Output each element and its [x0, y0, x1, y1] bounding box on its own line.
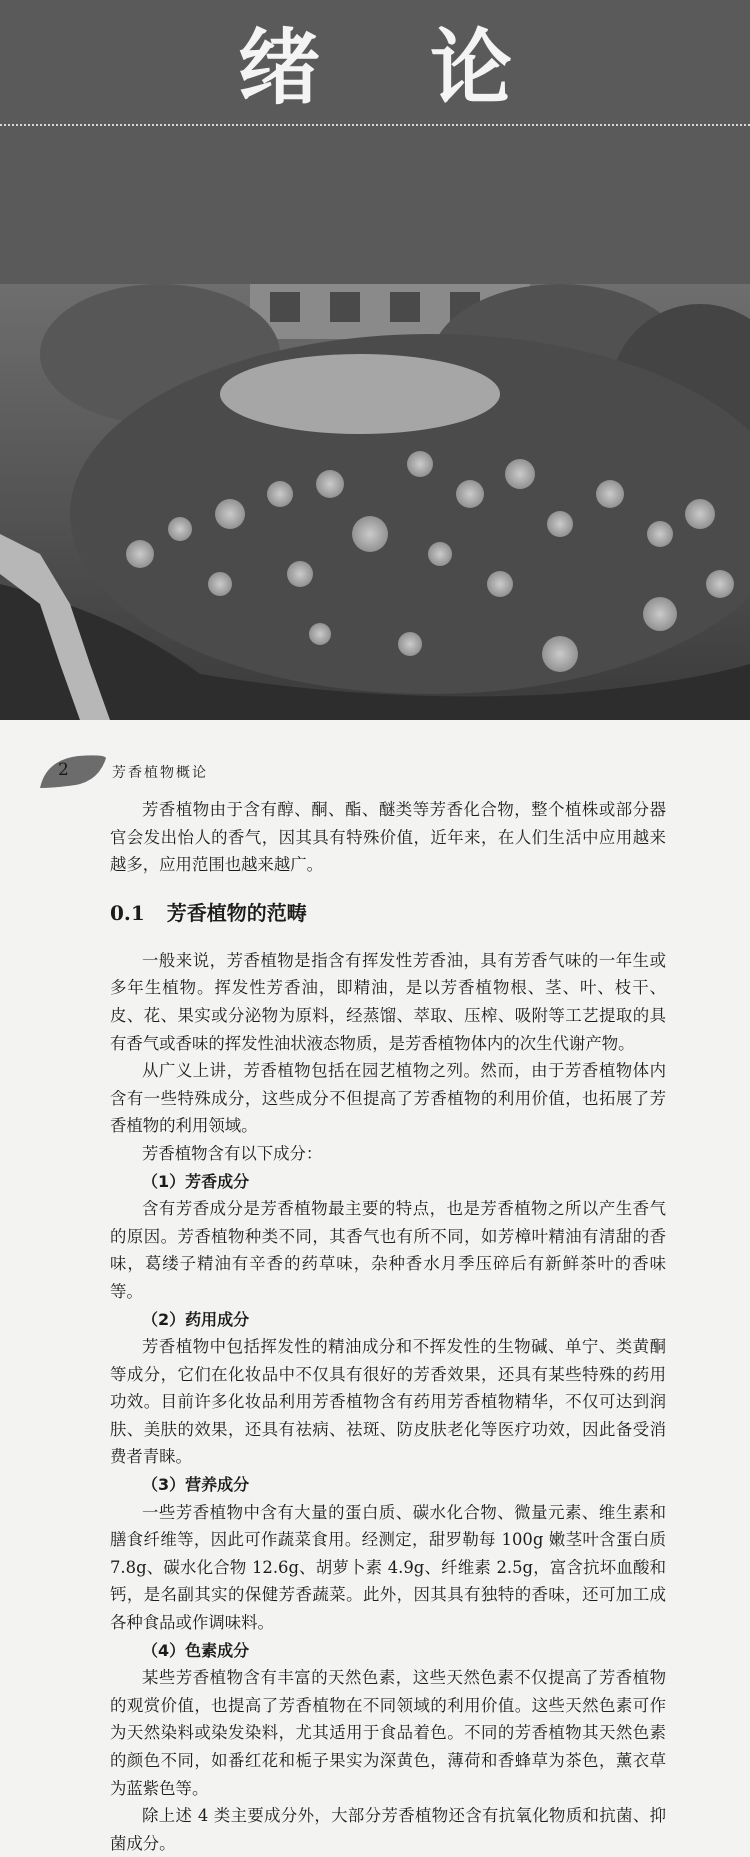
component-heading-nutrition: （3）营养成分: [142, 1475, 250, 1495]
component-heading-aroma: （1）芳香成分: [142, 1171, 250, 1191]
header-divider: [0, 124, 750, 126]
intro-paragraph: 芳香植物由于含有醇、酮、酯、醚类等芳香化合物，整个植株或部分器官会发出怡人的香气，因其具有特殊价值，近年来，在人们生活中应用越来越多，应用范围也越来越广。: [110, 800, 666, 875]
component-text-nutrition: 一些芳香植物中含有大量的蛋白质、碳水化合物、微量元素、维生素和膳食纤维等，因此可作蔬菜食用。经测定，甜罗勒每 100g 嫩茎叶含蛋白质 7.8g、碳水化合物 12.6g、胡萝卜素 4.9g、纤维素 2.5g，富含抗坏血酸和钙，是名副其实的保健芳香蔬菜。此外，因其具有独特的香味，还可加工成各种食品或作调味料。: [110, 1502, 666, 1633]
chapter-header: [0, 0, 750, 284]
closing-paragraph: 除上述 4 类主要成分外，大部分芳香植物还含有抗氧化物质和抗菌、抑菌成分。: [110, 1806, 666, 1853]
paragraph: 芳香植物含有以下成分：: [142, 1143, 323, 1163]
garden-flowerbed-illustration: [0, 284, 750, 720]
section-number: 0.1: [110, 900, 145, 925]
running-head: [38, 754, 718, 790]
component-text-pigment: 某些芳香植物含有丰富的天然色素，这些天然色素不仅提高了芳香植物的观赏价值，也提高了芳香植物在不同领域的利用价值。这些天然色素可作为天然染料或染发染料，尤其适用于食品着色。不同的芳香植物其天然色素的颜色不同，如番红花和栀子果实为深黄色，薄荷和香蜂草为茶色，薰衣草为蓝紫色等。: [110, 1668, 666, 1798]
body-text: [110, 796, 666, 1857]
component-text-medicinal: 芳香植物中包括挥发性的精油成分和不挥发性的生物碱、单宁、类黄酮等成分，它们在化妆品中不仅具有很好的芳香效果，还具有某些特殊的药用功效。目前许多化妆品利用芳香植物含有药用芳香植物精华，不仅可达到润肤、美肤的效果，还具有祛病、祛斑、防皮肤老化等医疗功效，因此备受消费者青睐。: [110, 1337, 666, 1467]
component-heading-medicinal: （2）药用成分: [142, 1309, 250, 1329]
component-heading-pigment: （4）色素成分: [142, 1640, 250, 1660]
paragraph: 从广义上讲，芳香植物包括在园艺植物之列。然而，由于芳香植物体内含有一些特殊成分，这些成分不但提高了芳香植物的利用价值，也拓展了芳香植物的利用领域。: [110, 1061, 666, 1136]
book-title: 芳香植物概论: [112, 765, 208, 781]
garden-photo: [0, 284, 750, 720]
component-text-aroma: 含有芳香成分是芳香植物最主要的特点，也是芳香植物之所以产生香气的原因。芳香植物种类不同，其香气也有所不同，如芳樟叶精油有清甜的香味，葛缕子精油有辛香的药草味，杂种香水月季压碎后有新鲜茶叶的香味等。: [110, 1199, 666, 1301]
leaf-icon: [38, 754, 108, 790]
paragraph: 一般来说，芳香植物是指含有挥发性芳香油，具有芳香气味的一年生或多年生植物。挥发性芳香油，即精油，是以芳香植物根、茎、叶、枝干、皮、花、果实或分泌物为原料，经蒸馏、萃取、压榨、吸附等工艺提取的具有香气或香味的挥发性油状液态物质，是芳香植物体内的次生代谢产物。: [110, 950, 666, 1053]
section-heading: [110, 899, 666, 927]
section-title: 芳香植物的范畴: [166, 900, 307, 925]
chapter-title: 绪论: [237, 20, 622, 116]
page-number: 2: [58, 760, 69, 780]
